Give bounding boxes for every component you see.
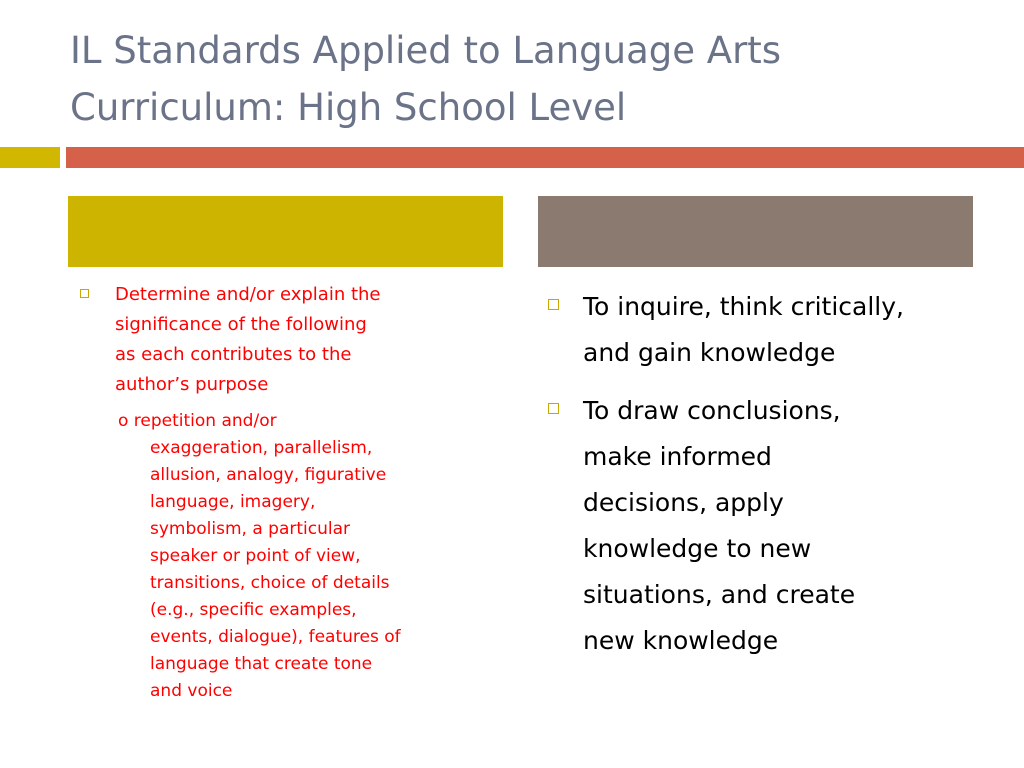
square-bullet-icon [548, 299, 559, 310]
sub-item-line: o repetition and/or [118, 411, 277, 431]
bullet-text-line: Determine and/or explain the [115, 284, 381, 305]
bullet-text [115, 280, 381, 400]
sub-list-item [118, 408, 500, 705]
sub-item-line: (e.g., specific examples, [150, 600, 357, 620]
bullet-text [583, 388, 855, 664]
list-item [80, 280, 500, 400]
bullet-text-line: decisions, apply [583, 488, 784, 517]
bullet-text-line: as each contributes to the [115, 344, 352, 365]
sub-item-line: symbolism, a particular [150, 519, 350, 539]
sub-item-line: events, dialogue), features of [150, 627, 401, 647]
bullet-text-line: and gain knowledge [583, 338, 836, 367]
bullet-text-line: make informed [583, 442, 772, 471]
sub-item-line: and voice [150, 681, 233, 701]
slide-title-line-2: Curriculum: High School Level [70, 86, 627, 129]
right-column-header [538, 196, 973, 267]
bullet-text-line: significance of the following [115, 314, 367, 335]
sub-item-line: language, imagery, [150, 492, 316, 512]
list-item [548, 284, 988, 376]
bullet-text-line: author’s purpose [115, 374, 269, 395]
list-item [548, 388, 988, 664]
bullet-text-line: new knowledge [583, 626, 779, 655]
bullet-text-line: situations, and create [583, 580, 856, 609]
bullet-text [583, 284, 904, 376]
bullet-text-line: To draw conclusions, [583, 396, 841, 425]
sub-item-line: transitions, choice of details [150, 573, 390, 593]
sub-item-line: speaker or point of view, [150, 546, 361, 566]
left-column-header [68, 196, 503, 267]
right-column-body [548, 284, 988, 676]
bullet-text-line: To inquire, think critically, [583, 292, 904, 321]
sub-item-line: language that create tone [150, 654, 373, 674]
left-column-body [80, 280, 500, 705]
sub-item-line: allusion, analogy, figurative [150, 465, 387, 485]
square-bullet-icon [80, 289, 89, 298]
title-rule [66, 147, 1024, 168]
sub-item-line: exaggeration, parallelism, [150, 438, 373, 458]
title-rule-accent [0, 147, 60, 168]
slide-title-line-1: IL Standards Applied to Language Arts [70, 29, 782, 72]
slide-title [70, 22, 1010, 136]
square-bullet-icon [548, 403, 559, 414]
bullet-text-line: knowledge to new [583, 534, 812, 563]
